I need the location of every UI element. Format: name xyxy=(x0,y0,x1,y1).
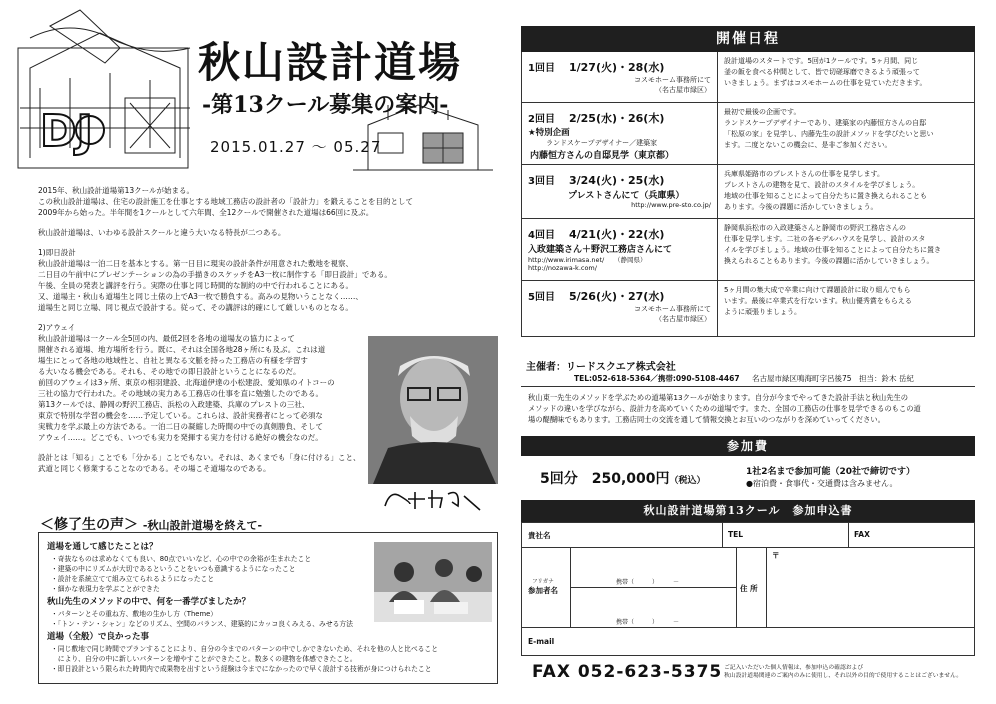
intro-line: 前回のアウェイは3ヶ所、東京の相羽建設、北海道伊達の小松建設、愛知県のイトコーの xyxy=(38,378,335,387)
session-desc: イルを学びましょう。地域の仕事を知ることによって自分たちに置き xyxy=(724,246,941,254)
voice-item: ・同じ敷地で同じ時間でプランすることにより、自分の今までのパターンの中でしかできないため、それを他の人と比べること xyxy=(51,645,439,653)
fee-amount xyxy=(540,468,706,488)
voice-item: ・「トン・テン・シャン」などのリズム、空間のバランス、建築的にカッコ良くみえる、みせる方法 xyxy=(51,620,353,628)
intro-line: 又、道場主・秋山も道場生と同じ土俵の上でA3一枚で勝負する。高みの見物いうことなく……、 xyxy=(38,292,363,301)
divider xyxy=(521,386,975,387)
email-field[interactable] xyxy=(572,629,970,653)
session-desc: いきましょう。まずはコスモホームの仕事を見ていただきます。 xyxy=(724,79,927,87)
session-location: コスモホーム事務所にて xyxy=(634,76,711,84)
graduate-voices-heading xyxy=(40,514,262,534)
session-number: 2回目 xyxy=(528,114,555,125)
session-desc: 静岡県浜松市の入政建築さんと静岡市の野沢工務店さんの xyxy=(724,224,906,232)
email-label: E-mail xyxy=(528,637,555,646)
intro-line: 三社の協力で行われた。その地域の実力ある工務店の仕事を直に勉強したのである。 xyxy=(38,389,323,398)
intro-line: 道場生と同じ立場、同じ視点で設計する。従って、その講評は的確にして厳しいものとなる。 xyxy=(38,303,353,312)
page-subtitle: -第13クール募集の案内- xyxy=(202,92,449,118)
session-number: 1回目 xyxy=(528,63,555,74)
session-dates: 4/21(火)・22(水) xyxy=(568,228,665,241)
description-line: メソッドの違いを学びながら、設計力を高めていくための道場です。また、全国の工務店の仕事を見学できるのもこの道 xyxy=(528,404,921,413)
session-desc: 5ヶ月間の集大成で卒業に向けて課題設計に取り組んでもら xyxy=(724,286,911,294)
intro-line: 二日目の午前中にプレゼンテーションの為の手描きのスケッチをA3一枚に制作する「即日設計」である。 xyxy=(38,270,392,279)
period-dates: 2015.01.27 ～ 05.27 xyxy=(210,138,382,156)
dojo-description xyxy=(528,392,972,425)
application-form xyxy=(521,522,975,656)
session-number: 3回目 xyxy=(528,176,555,187)
hand-sketch-illustration xyxy=(10,8,200,178)
intro-line: 開催される道場、地方場所を行う。既に、それは全国各地28ヶ所にも及ぶ。これは道 xyxy=(38,345,326,354)
section-heading: 1)即日設計 xyxy=(38,248,76,257)
intro-paragraph: 秋山設計道場は、いわゆる設計スクールと違う大いなる特長が二つある。 xyxy=(38,228,286,237)
session-dates: 5/26(火)・27(水) xyxy=(568,290,665,303)
form-line xyxy=(766,547,767,627)
intro-paragraph: 設計とは「知る」ことでも「分かる」ことでもない。それは、あくまでも「身に付ける」こと、 xyxy=(38,453,361,462)
session-special: ★特別企画 xyxy=(528,128,570,138)
signature xyxy=(380,484,490,514)
session-dates: 1/27(火)・28(水) xyxy=(568,61,665,74)
portrait-photo xyxy=(368,336,498,484)
application-heading: 秋山設計道場第13クール 参加申込書 xyxy=(521,500,975,522)
organizer-contact xyxy=(574,373,914,384)
tel-label: TEL xyxy=(728,530,744,539)
intro-line: 午後、全員の発表と講評を行う。実際の仕事と同じ時間的な制約の中で行われることにある。 xyxy=(38,281,353,290)
intro-line: 東京で特別な学習の機会を……予定している。これらは、設計実務者にとって必須な xyxy=(38,411,323,420)
session-desc: ように頑張りましょう。 xyxy=(724,308,801,316)
session-desc: 兵庫県姫路市のプレストさんの仕事を見学します。 xyxy=(724,170,884,178)
session-desc: 仕事を見学します。二社の各モデルハウスを見学し、設計のスタ xyxy=(724,235,926,243)
organizer-address: 名古屋市緑区鳴海町字呂後75 担当：鈴木 岳紀 xyxy=(751,374,914,383)
session-number: 4回目 xyxy=(528,230,555,241)
schedule-row xyxy=(522,218,974,280)
session-url[interactable]: http://www.irimasa.net/ （静岡県） xyxy=(528,256,647,264)
voice-item: ・奇抜なものは求めなくても良い、80点でいいなど、心の中での余裕が生まれたこと xyxy=(51,555,312,563)
session-desc: プレストさんの建物を見て、設計のスタイルを学びましょう。 xyxy=(724,181,920,189)
schedule-row xyxy=(522,280,974,336)
intro-line: 実戦力を学ぶ最上の方法である。一泊二日の凝縮した時間の中での真剣勝負、そして xyxy=(38,422,323,431)
session-desc: 「松原の家」を見学し、内藤先生の設計メソッドを学びたいと思い xyxy=(724,130,934,138)
participant-label: 参加者名 xyxy=(528,586,558,595)
session-location: （名古屋市緑区） xyxy=(655,315,711,323)
schedule-row xyxy=(522,164,974,218)
voice-item: ・パターンとその重ね方、敷地の生かし方（Theme） xyxy=(51,610,218,618)
fax-field[interactable] xyxy=(878,525,970,545)
fee-heading: 参加費 xyxy=(521,436,975,456)
voices-title: ＜修了生の声＞ xyxy=(40,517,138,533)
fee-exclusion-note: ●宿泊費・食事代・交通費は含みません。 xyxy=(746,479,898,488)
intro-line: 第13クールでは、静岡の野沢工務店、浜松の入政建築、兵庫のプレストの三社、 xyxy=(38,400,310,409)
schedule-row xyxy=(522,102,974,164)
form-line xyxy=(570,547,571,627)
company-field[interactable] xyxy=(572,525,718,545)
svg-text:DJ: DJ xyxy=(40,106,93,157)
form-line xyxy=(848,523,849,547)
address-label: 住 所 xyxy=(740,584,758,593)
form-line xyxy=(522,547,974,548)
session-desc: ます。二度とないこの機会に、是非ご参加ください。 xyxy=(724,141,892,149)
form-line xyxy=(570,587,736,588)
organizer-name: 主催者：リードスクエア株式会社 xyxy=(526,362,676,373)
intro-line: 秋山設計道場は一泊二日を基本とする。第一日目に現実の設計条件が用意された敷地を視察、 xyxy=(38,259,353,268)
furigana-label: フリガナ xyxy=(532,579,554,585)
intro-line: 場生にとって各地の地域性と、自社と異なる文脈を持った工務店の有様を学習す xyxy=(38,356,308,365)
session-location: （名古屋市緑区） xyxy=(655,86,711,94)
intro-paragraph: 2015年、秋山設計道場第13クールが始まる。 xyxy=(38,186,194,195)
session-desc: 最初で最後の企画です。 xyxy=(724,108,801,116)
session-dates: 2/25(水)・26(木) xyxy=(568,112,665,125)
session-desc: 釜の飯を食べる仲間として、皆で切磋琢磨できるよう頑張って xyxy=(724,68,920,76)
voice-question: 道場（全般）で良かった事 xyxy=(47,632,150,642)
privacy-note xyxy=(724,664,974,680)
description-line: 場の醍醐味でもあります。工務店同士の交流を通して情報交換とお互いのつながりを深めていってください。 xyxy=(528,415,885,424)
form-line xyxy=(722,523,723,547)
schedule-heading: 開催日程 xyxy=(521,26,975,52)
voice-question: 道場を通して感じたことは？ xyxy=(47,542,158,552)
intro-paragraph: 武道と同じく修業することなのである。その場こそ道場なのである。 xyxy=(38,464,271,473)
tel-field[interactable] xyxy=(752,525,844,545)
session-desc: 設計道場のスタートです。5回が1クールです。5ヶ月間、同じ xyxy=(724,57,919,65)
form-line xyxy=(522,627,974,628)
schedule-row xyxy=(522,52,974,102)
session-desc: ランドスケープデザイナーであり、建築家の内藤恒方さんの自邸 xyxy=(724,119,927,127)
intro-paragraph: 2009年から始った。半年間を1クールとして六年間、全12クールで開催された道場は66回に及ぶ。 xyxy=(38,208,374,217)
fax-number: FAX 052-623-5375 xyxy=(532,662,723,682)
fee-limit-note: 1社2名まで参加可能（20社で締切です） xyxy=(746,467,916,477)
fee-value: 5回分 250,000円 xyxy=(540,471,670,487)
schedule-table xyxy=(521,52,975,337)
session-desc: あります。今後の課題に活かしていきましょう。 xyxy=(724,203,878,211)
voices-subtitle: -秋山設計道場を終えて- xyxy=(142,519,263,532)
intro-line: 秋山設計道場は一クール全5回の内、最低2回を各地の道場友の協力によって xyxy=(38,334,295,343)
mobile-1-label: 携帯（ ） － xyxy=(616,579,680,586)
privacy-line: ご記入いただいた個人情報は、参加申込の確認および xyxy=(724,665,864,671)
fee-tax-note: （税込） xyxy=(669,476,706,486)
session-host: プレストさんにて（兵庫県） xyxy=(568,191,685,201)
description-line: 秋山東一先生のメソッドを学ぶための道場第13クールが始まります。自分が今までやってきた設計手法と秋山先生の xyxy=(528,393,909,402)
fax-label: FAX xyxy=(854,530,870,539)
session-number: 5回目 xyxy=(528,292,555,303)
session-dates: 3/24(火)・25(水) xyxy=(568,174,665,187)
form-line xyxy=(736,547,737,627)
session-location: コスモホーム事務所にて xyxy=(634,305,711,313)
session-desc: 地域の仕事を知ることによって自分たちに置き換えられることも xyxy=(724,192,927,200)
organizer-phone: TEL:052-618-5364／携帯:090-5108-4467 xyxy=(574,374,740,383)
session-guest: 内藤恒方さんの自邸見学（東京都） xyxy=(530,151,675,161)
company-label: 貴社名 xyxy=(528,531,551,540)
session-host: 入政建築さん＋野沢工務店さんにて xyxy=(528,245,673,255)
mobile-2-label: 携帯（ ） － xyxy=(616,619,680,626)
postal-mark: 〒 xyxy=(772,551,780,560)
address-field[interactable] xyxy=(770,549,970,625)
session-url[interactable]: http://nozawa-k.com/ xyxy=(528,264,597,272)
voice-item: により、自分の中に新しいパターンを増やすことができたこと。数多くの建物を体感できたこと。 xyxy=(51,655,357,663)
session-desc: います。最後に卒業式を行ないます。秋山優秀賞をもらえる xyxy=(724,297,912,305)
voice-item: ・即日設計という限られた時間内で成果物を出すという経験は今までになかったので早く設計する技術が身につけられたこと xyxy=(51,665,432,673)
voice-item: ・建築の中にリズムが大切であるということをいつも意識するようになったこと xyxy=(51,565,296,573)
session-desc: 換えられることもあります。今後の課題に活かしていきましょう。 xyxy=(724,257,934,265)
intro-line: る大いなる機会である。それも、その地での即日設計ということになるのだ。 xyxy=(38,367,301,376)
intro-line: アウェイ……。どこでも、いつでも実力を発揮する実力を付ける絶好の機会なのだ。 xyxy=(38,433,323,442)
intro-paragraph: この秋山設計道場は、住宅の設計施工を仕事とする地域工務店の設計者の「設計力」を鍛えることを目的として xyxy=(38,197,413,206)
session-url[interactable]: http://www.pre-sto.co.jp/ xyxy=(631,201,711,209)
voice-question: 秋山先生のメソッドの中で、何を一番学びましたか？ xyxy=(47,597,251,607)
voice-item: ・細かな表現力を学ぶことができた xyxy=(51,585,160,593)
session-guest-role: ランドスケープデザイナー／建築家 xyxy=(546,139,658,147)
workshop-photo xyxy=(374,542,492,622)
privacy-line: 秋山設計道場関連のご案内のみに使用し、それ以外の目的で使用することはございません。 xyxy=(724,673,963,679)
page-title: 秋山設計道場 xyxy=(198,38,463,87)
voice-item: ・設計を系統立てて組み立てられるようになったこと xyxy=(51,575,215,583)
section-heading: 2)アウェイ xyxy=(38,323,76,332)
